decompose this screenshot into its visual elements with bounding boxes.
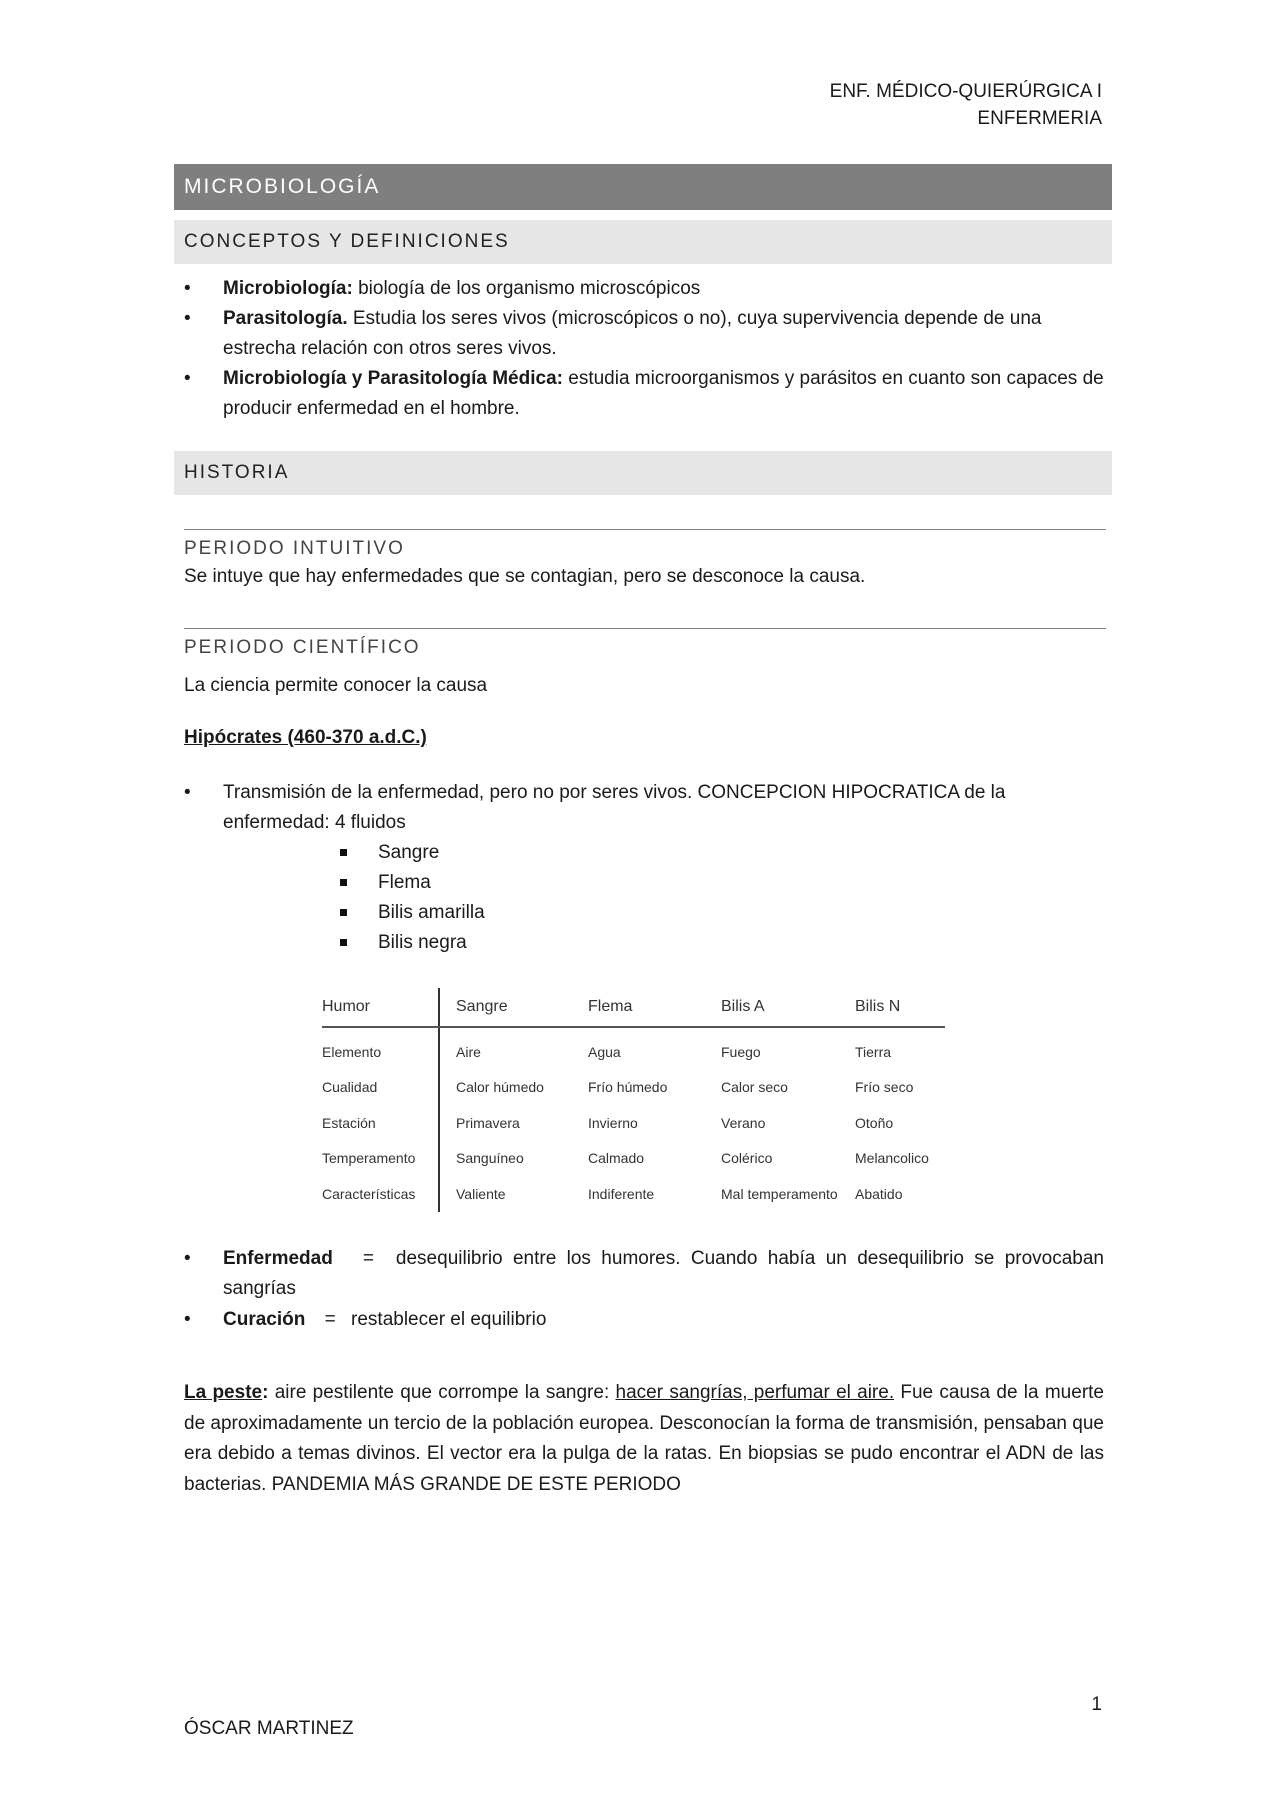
peste-paragraph: [184, 1378, 1104, 1500]
curacion-text: restablecer el equilibrio: [351, 1309, 547, 1330]
definition-text: estudia microorganismos y parásitos en cuanto son capaces de producir enfermedad en el hombre.: [223, 368, 1104, 419]
humor-table: [322, 988, 946, 1212]
table-cell: Calor húmedo: [456, 1079, 544, 1096]
table-cell: Colérico: [721, 1150, 773, 1167]
section-heading-conceptos: CONCEPTOS Y DEFINICIONES: [174, 220, 1112, 264]
list-item: [340, 928, 485, 958]
subheading-periodo-cientifico: PERIODO CIENTÍFICO: [184, 628, 1106, 659]
bullet-icon: •: [184, 1309, 191, 1330]
table-row: [322, 1176, 945, 1212]
table-cell: Mal temperamento: [721, 1185, 838, 1202]
table-cell: Frío seco: [855, 1079, 914, 1096]
peste-text-1: aire pestilente que corrompe la sangre:: [268, 1382, 616, 1403]
definitions-list: [184, 274, 1104, 424]
column-header: Bilis N: [855, 988, 945, 1027]
periodo-cientifico-text: La ciencia permite conocer la causa: [184, 675, 488, 696]
footer-author: ÓSCAR MARTINEZ: [184, 1718, 354, 1739]
table-row: [322, 1141, 945, 1177]
square-bullet-icon: [340, 879, 347, 886]
enfermedad-continuation: sangrías: [223, 1278, 296, 1299]
periodo-intuitivo-text: Se intuye que hay enfermedades que se contagian, pero se desconoce la causa.: [184, 566, 866, 587]
enfermedad-text: desequilibrio entre los humores. Cuando había un desequilibrio se provocaban: [395, 1248, 1104, 1269]
header-degree: ENFERMERIA: [977, 108, 1102, 129]
table-cell: Calmado: [588, 1150, 645, 1167]
running-header: [830, 78, 1102, 132]
list-item: [184, 274, 1104, 304]
column-header: Sangre: [439, 988, 588, 1027]
definition-term: Parasitología.: [223, 308, 348, 329]
curacion-term: Curación: [223, 1309, 306, 1330]
fluid-label: Sangre: [378, 842, 440, 863]
table-cell: Indiferente: [588, 1185, 655, 1202]
table-cell: Primavera: [456, 1114, 520, 1131]
table-cell: Verano: [721, 1114, 766, 1131]
square-bullet-icon: [340, 939, 347, 946]
table-cell: Temperamento: [322, 1141, 439, 1177]
bullet-icon: •: [184, 278, 191, 299]
bullet-icon: •: [184, 1248, 191, 1269]
transmision-text: Transmisión de la enfermedad, pero no por seres vivos. CONCEPCION HIPOCRATICA de la enfermedad: 4 fluidos: [223, 782, 1006, 833]
fluid-label: Bilis negra: [378, 932, 467, 953]
header-course: ENF. MÉDICO-QUIERÚRGICA I: [829, 81, 1102, 102]
table-header-row: [322, 988, 945, 1027]
table-cell: Tierra: [855, 1043, 892, 1060]
section-heading-historia: HISTORIA: [174, 451, 1112, 495]
equals-sign: =: [362, 1248, 374, 1269]
square-bullet-icon: [340, 909, 347, 916]
fluid-label: Bilis amarilla: [378, 902, 485, 923]
table-row: [322, 1027, 945, 1070]
square-bullet-icon: [340, 849, 347, 856]
definition-term: Microbiología y Parasitología Médica:: [223, 368, 563, 389]
list-item: [184, 304, 1104, 364]
list-item: [340, 868, 485, 898]
enfermedad-item: [184, 1244, 1104, 1304]
table-row: [322, 1070, 945, 1106]
curacion-item: [184, 1305, 1104, 1335]
table-cell: Fuego: [721, 1043, 761, 1060]
list-item: [340, 898, 485, 928]
table-cell: Otoño: [855, 1114, 894, 1131]
table-cell: Agua: [588, 1043, 621, 1060]
page-number: 1: [1091, 1694, 1102, 1715]
table-cell: Características: [322, 1176, 439, 1212]
column-header: Bilis A: [721, 988, 855, 1027]
table-cell: Sanguíneo: [456, 1150, 524, 1167]
table-cell: Cualidad: [322, 1070, 439, 1106]
peste-text-2: Fue causa de la muerte de aproximadamente un tercio de la población europea. Desconocían la forma de transmisión, pensaban que era debido a temas divinos. El vector era la pulga de la ratas. En biopsias se pudo encontrar el ADN de las bacterias. PANDEMIA MÁS GRANDE DE ESTE PERIODO: [184, 1382, 1104, 1495]
hipocrates-title: Hipócrates (460-370 a.d.C.): [184, 727, 427, 748]
column-header: Humor: [322, 988, 439, 1027]
list-item: [184, 364, 1104, 424]
fluids-list: [340, 838, 485, 958]
column-header: Flema: [588, 988, 721, 1027]
table-cell: Elemento: [322, 1027, 439, 1070]
table-cell: Aire: [456, 1043, 481, 1060]
peste-term: La peste: [184, 1382, 263, 1403]
table-cell: Invierno: [588, 1114, 638, 1131]
enfermedad-term: Enfermedad: [223, 1248, 333, 1269]
list-item: [340, 838, 485, 868]
bullet-icon: •: [184, 308, 191, 329]
hipocrates-list: [184, 778, 1104, 838]
table-cell: Melancolico: [855, 1150, 929, 1167]
table-row: [322, 1105, 945, 1141]
subheading-periodo-intuitivo: PERIODO INTUITIVO: [184, 529, 1106, 560]
list-item: [184, 778, 1104, 838]
peste-colon: :: [262, 1382, 269, 1403]
document-title: MICROBIOLOGÍA: [174, 164, 1112, 210]
hipocrates-heading: [184, 723, 427, 753]
table-cell: Frío húmedo: [588, 1079, 668, 1096]
definition-text: Estudia los seres vivos (microscópicos o no), cuya supervivencia depende de una estrecha relación con otros seres vivos.: [223, 308, 1042, 359]
table-cell: Abatido: [855, 1185, 903, 1202]
table-cell: Calor seco: [721, 1079, 788, 1096]
equals-sign: =: [324, 1309, 336, 1330]
table-cell: Estación: [322, 1105, 439, 1141]
table-cell: Valiente: [456, 1185, 506, 1202]
fluid-label: Flema: [378, 872, 431, 893]
definition-text: biología de los organismo microscópicos: [352, 278, 701, 299]
bullet-icon: •: [184, 782, 191, 803]
peste-underlined: hacer sangrías, perfumar el aire.: [615, 1382, 895, 1403]
bullet-icon: •: [184, 368, 191, 389]
definition-term: Microbiología:: [223, 278, 353, 299]
